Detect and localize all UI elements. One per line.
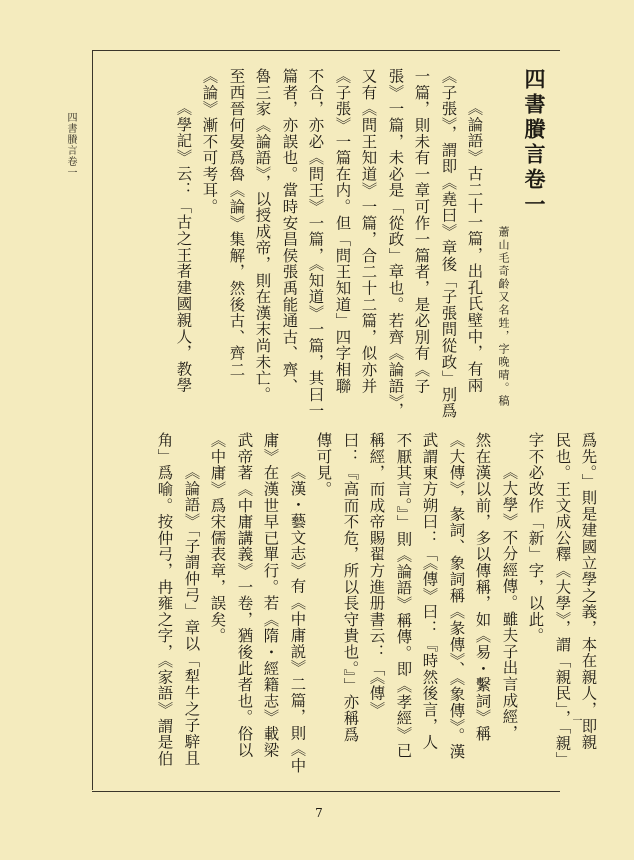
text-column: 《論語》古二十一篇，出孔氏壁中，有兩 [465,100,484,394]
text-column: 稱經，而成帝賜翟方進册書云：「《傳》 [367,432,386,718]
text-column: 爲先。」則是建國立學之義，本在親人，即親 [579,432,598,751]
text-column: 又有《問王知道》一篇，合二十二篇，似亦并 [359,68,378,394]
author-line: 蕭山毛奇齡又名甡，字晚晴。稿 [497,226,510,408]
text-column: 武帝著《中庸講義》一卷，猶後此者也。俗以 [235,432,254,758]
text-column: 《子張》，謂即《堯曰》章後「子張問從政」別爲 [439,68,458,419]
text-column: 《論》漸不可考耳。 [200,68,219,215]
text-column: 不合，亦必《問王》一篇，《知道》一篇，其曰一 [306,68,325,419]
text-column: 庸》在漢世早已單行。若《隋・經籍志》載梁 [261,432,280,758]
text-column: 《論語》「子謂仲弓」章以「犁牛之子騂且 [182,464,201,766]
text-column: 然在漢以前，多以傳稱，如《易・繫詞》稱 [473,432,492,742]
text-column: 《漢・藝文志》有《中庸説》二篇，則《中 [288,464,307,774]
gutter-book-title: 四書賸言卷一 [65,112,76,178]
gutter-leaf-number: 一 [570,715,581,725]
text-column: 傳可見。 [314,432,333,498]
text-column: 不厭其言。』」則《論語》稱傳。即《孝經》已 [394,432,413,759]
text-column: 《學記》云：「古之王者建國親人，教學 [174,100,193,394]
text-column: 張》一篇，未必是「從政」章也。若齊《論語》， [386,68,405,419]
text-column: 角」爲喻。按仲弓，冉雍之字，《家語》謂是伯 [155,432,174,767]
text-column: 民也。王文成公釋《大學》，謂「親民」，「親」 [553,432,572,768]
text-column: 《大學》不分經傳。雖夫子出言成經， [500,464,519,742]
page-number: 7 [315,806,323,820]
text-column: 《大傳》，彖詞、象詞稱《彖傳》、《象傳》。漢 [447,432,466,760]
text-column: 武謂東方朔曰：「《傳》曰：『時然後言，人 [420,432,439,751]
text-column: 《中庸》爲宋儒表章，誤矣。 [208,432,227,644]
text-column: 一篇，則未有一章可作一篇者，是必別有《子 [412,68,431,394]
text-column: 《子張》一篇在内。但「問王知道」四字相聯 [333,68,352,394]
text-column: 曰：『高而不危，所以長守貴也。』」亦稱爲 [341,432,360,743]
text-column: 字不必改作「新」字，以此。 [526,432,545,644]
text-column: 篇者，亦誤也。當時安昌侯張禹能通古、齊、 [280,68,299,394]
fold-line [92,50,93,790]
text-column: 魯三家《論語》，以授成帝，則在漢末尚未亡。 [253,68,272,403]
chapter-title: 四書賸言卷一 [522,68,547,218]
text-column: 至西晉何晏爲魯《論》集解，然後古、齊二 [227,68,246,378]
